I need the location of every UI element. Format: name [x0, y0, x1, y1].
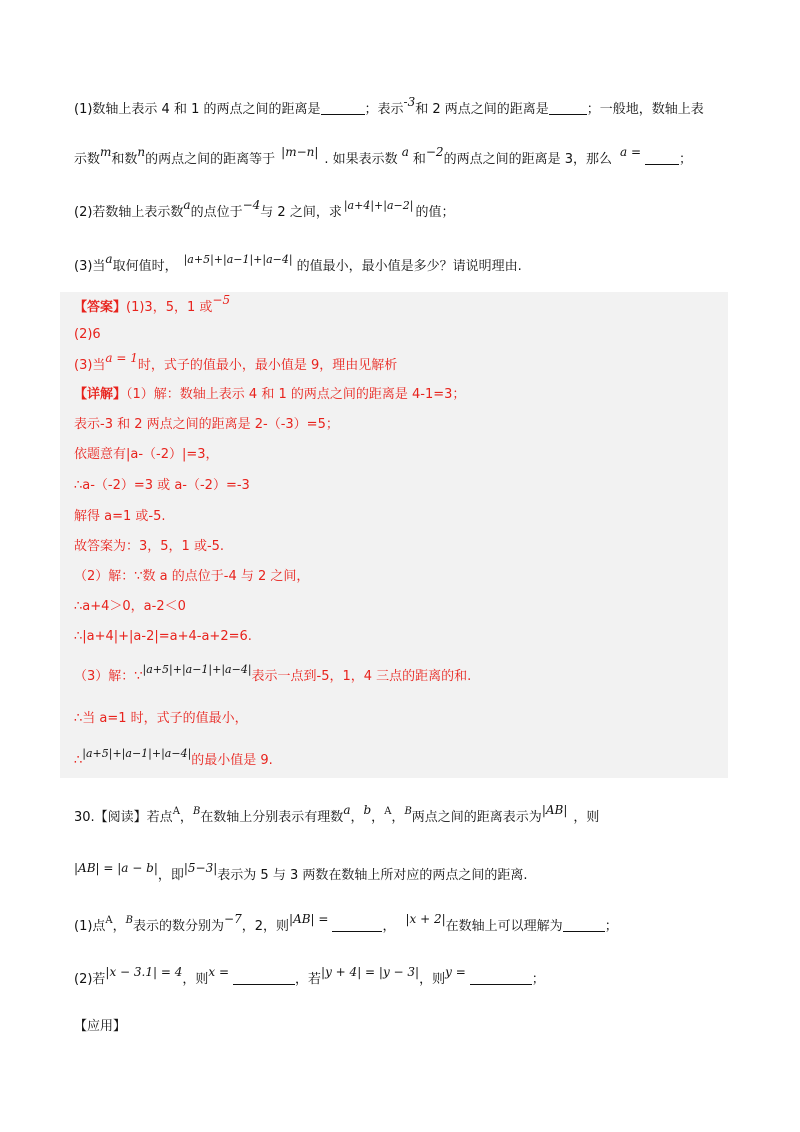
q29-part3	[74, 252, 522, 276]
answer-line-2	[74, 326, 101, 344]
q29-part2	[74, 198, 455, 222]
answer-line-11	[74, 598, 186, 616]
q30-l1-text-c: 在数轴上分别表示有理数	[200, 810, 344, 825]
answer-l3-text-b: 时，式子的值最小，最小值是 9，理由见解析	[137, 358, 398, 373]
q29-p1b-text-b: 和数	[111, 152, 138, 167]
answer-l4-text: （1）解：数轴上表示 4 和 1 的两点之间的距离是 4-1=3；	[126, 387, 466, 402]
answer-l13-text-b: 表示一点到-5，1，4 三点的距离的和.	[251, 669, 472, 684]
q30-l4-text-d: ，则	[419, 972, 446, 987]
q29-p1b-text-f: 的两点之间的距离是 3，那么	[443, 152, 612, 167]
q29-p1b-var-a: a	[401, 145, 409, 159]
q30-l4-blank-1	[233, 970, 295, 985]
answer-l11-text: ∴a+4＞0，a-2＜0	[74, 599, 186, 614]
q30-l3-point-a: A	[105, 915, 113, 926]
q30-l4-blank-2	[470, 970, 532, 985]
q30-line-3	[74, 912, 618, 937]
q30-l1-sep-3: ，	[371, 810, 385, 825]
answer-l6-text: 依题意有|a-（-2）|=3，	[74, 447, 219, 462]
q29-p1b-text-d: . 如果表示数	[324, 152, 398, 167]
answer-line-8	[74, 508, 166, 526]
q30-l3-text-d: ，2，则	[241, 919, 290, 934]
answer-l3-text-a: (3)当	[74, 358, 106, 373]
q29-p2-text-b: 的点位于	[190, 205, 243, 220]
q29-p1b-a-equals: a =	[619, 145, 641, 159]
q30-l3-text-c: 表示的数分别为	[133, 919, 225, 934]
answer-line-5	[74, 416, 339, 434]
detail-tag: 【详解】	[74, 387, 127, 402]
q29-p2-text-c: 与 2 之间，求	[260, 205, 342, 220]
q30-l2-text-a: ，即	[157, 868, 184, 883]
q29-p1-text-a: (1)数轴上表示 4 和 1 的两点之间的距离是	[74, 102, 321, 117]
q30-l1-text-g: 两点之间的距离表示为	[411, 810, 542, 825]
q30-l4-text-b: ，则	[182, 972, 209, 987]
q29-p1b-text-c: 的两点之间的距离等于	[145, 152, 276, 167]
q30-l1-point-b2: B	[404, 806, 412, 817]
q30-l3-text-f: 在数轴上可以理解为	[445, 919, 563, 934]
answer-l8-text: 解得 a=1 或-5.	[74, 509, 166, 524]
q29-p2-num-neg4: −4	[242, 198, 261, 212]
answer-line-1	[74, 293, 231, 317]
q29-p3-var-a: a	[105, 252, 113, 266]
q30-l4-y-equals: y =	[445, 965, 466, 979]
q29-p1-blank-2	[549, 100, 587, 115]
q30-l4-expr-1: |x − 3.1| = 4	[105, 965, 183, 979]
answer-l7-text: ∴a-（-2）=3 或 a-（-2）=-3	[74, 478, 250, 493]
q29-p2-expr: |a+4|+|a−2|	[343, 199, 414, 212]
q30-l1-expr-ab: |AB|	[541, 803, 568, 817]
answer-tag: 【答案】	[74, 300, 127, 315]
answer-l3-expr: a = 1	[105, 351, 138, 365]
q29-p1-text-b: ；表示	[364, 102, 404, 117]
answer-line-13	[74, 663, 472, 686]
q30-l3-num-neg7: −7	[224, 912, 242, 926]
answer-l10-text: （2）解：∵数 a 的点位于-4 与 2 之间，	[74, 569, 310, 584]
q30-l3-expr-x-plus-2: |x + 2|	[405, 912, 446, 926]
q29-p1b-blank	[645, 150, 679, 165]
q29-p1b-var-m: m	[100, 145, 112, 159]
q30-l4-expr-2: |y + 4| = |y − 3|	[321, 965, 420, 979]
answer-line-3	[74, 351, 398, 375]
q29-p1b-expr-m-minus-n: |m−n|	[281, 145, 319, 159]
q29-p1b-num-neg2: −2	[425, 145, 444, 159]
q30-l3-expr-ab: |AB| =	[289, 912, 329, 926]
q29-p1-text-d: 和 2 两点之间的距离是	[415, 102, 549, 117]
q29-p2-text-d: 的值；	[415, 205, 455, 220]
answer-l2-text: (2)6	[74, 327, 101, 342]
answer-l5-text: 表示-3 和 2 两点之间的距离是 2-（-3）=5；	[74, 417, 339, 432]
answer-line-12	[74, 628, 252, 646]
q30-application-heading	[74, 1018, 126, 1036]
q30-l3-text-a: (1)点	[74, 919, 106, 934]
q29-p1b-text-a: 示数	[74, 152, 101, 167]
answer-line-10	[74, 568, 309, 586]
q30-l2-expr-1: |AB| = |a − b|	[74, 861, 158, 875]
q30-line-2	[74, 861, 528, 885]
answer-line-14	[74, 710, 248, 728]
answer-line-15	[74, 747, 273, 770]
q30-l1-sep-2: ，	[350, 810, 364, 825]
q30-l1-point-a: A	[172, 806, 180, 817]
answer-line-4	[74, 386, 465, 404]
q30-l1-var-a: a	[343, 803, 351, 817]
answer-line-9	[74, 538, 224, 556]
answer-l13-text-a: （3）解：∵	[74, 669, 143, 684]
q30-l4-x-equals: x =	[208, 965, 230, 979]
q29-part1-line1	[74, 95, 704, 119]
q29-p3-text-a: (3)当	[74, 259, 106, 274]
q29-p1-num-neg3: -3	[403, 95, 416, 109]
q30-l5-text: 【应用】	[74, 1019, 127, 1034]
q30-l3-blank-2	[563, 917, 605, 932]
answer-l15-text-a: ∴	[74, 753, 83, 768]
q30-line-4	[74, 965, 545, 989]
q29-p2-text-a: (2)若数轴上表示数	[74, 205, 184, 220]
q30-line-1	[74, 803, 600, 828]
answer-line-7	[74, 477, 250, 495]
q30-l1-point-b: B	[192, 806, 201, 817]
q30-l3-end: ；	[604, 919, 618, 934]
q30-l4-text-c: ，若	[295, 972, 322, 987]
q29-p3-expr: |a+5|+|a−1|+|a−4|	[183, 253, 293, 266]
q29-p1-text-e: ；一般地，数轴上表	[586, 102, 704, 117]
q29-p1-blank-1	[321, 100, 365, 115]
q29-p3-text-c: 的值最小，最小值是多少？请说明理由.	[296, 259, 522, 274]
q30-l4-end: ；	[531, 972, 545, 987]
q30-l3-point-b: B	[125, 915, 134, 926]
q30-l3-sep-2: ，	[382, 919, 396, 934]
q30-l1-sep-1: ，	[179, 810, 193, 825]
q30-l2-text-b: 表示为 5 与 3 两数在数轴上所对应的两点之间的距离.	[217, 868, 528, 883]
q30-l4-text-a: (2)若	[74, 972, 106, 987]
q30-l1-var-b: b	[363, 803, 372, 817]
answer-l13-expr: |a+5|+|a−1|+|a−4|	[142, 663, 252, 676]
q29-p2-var-a: a	[183, 198, 191, 212]
q29-part1-line2: 示数m和数n的两点之间的距离等于 |m−n| . 如果表示数 a 和−2的两点之间的距离是 3，那么 a = ；	[74, 145, 693, 167]
q30-l3-blank-1	[332, 917, 382, 932]
q30-l1-point-a2: A	[384, 806, 392, 817]
q30-l2-expr-2: |5−3|	[183, 861, 218, 875]
q30-l1-sep-4: ，	[391, 810, 405, 825]
answer-l1-text: (1)3，5，1 或	[126, 300, 213, 315]
answer-l15-text-b: 的最小值是 9.	[191, 753, 273, 768]
answer-l12-text: ∴|a+4|+|a-2|=a+4-a+2=6.	[74, 629, 252, 644]
answer-l15-expr: |a+5|+|a−1|+|a−4|	[82, 747, 192, 760]
q30-l1-text-h: ，则	[573, 810, 600, 825]
q29-p1b-text-e: 和	[412, 152, 426, 167]
q29-p3-text-b: 取何值时，	[112, 259, 178, 274]
q30-l3-sep: ，	[112, 919, 126, 934]
answer-l14-text: ∴当 a=1 时，式子的值最小，	[74, 711, 248, 726]
q30-l1-text-a: 30.【阅读】若点	[74, 810, 173, 825]
q29-p1b-var-n: n	[137, 145, 146, 159]
answer-l9-text: 故答案为：3，5，1 或-5.	[74, 539, 225, 554]
answer-l1-num: −5	[212, 293, 231, 307]
answer-line-6	[74, 446, 219, 464]
